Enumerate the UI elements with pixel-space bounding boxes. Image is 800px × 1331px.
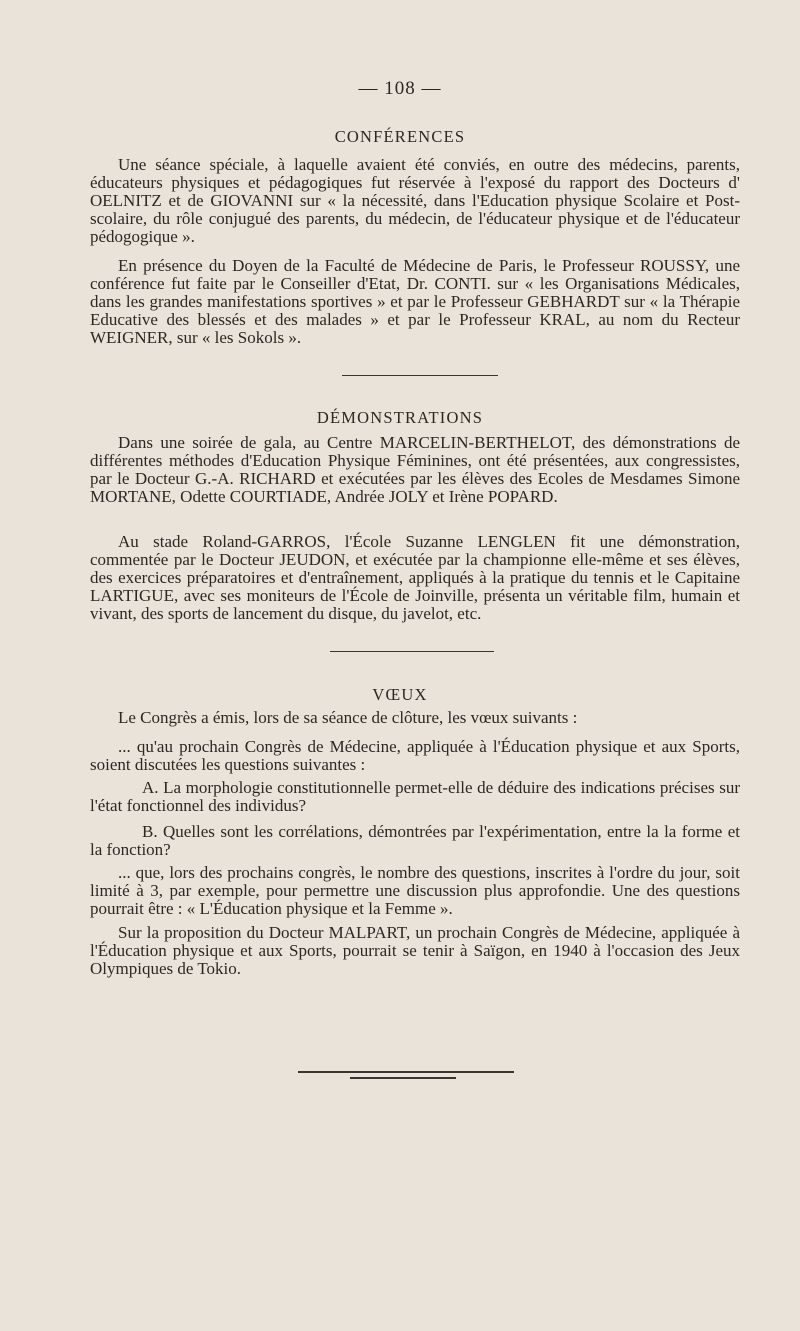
paragraph-conferences-2: En présence du Doyen de la Faculté de Médecine de Paris, le Professeur ROUSSY, une conférence fut faite par le Conseiller d'Etat, Dr. CONTI. sur « les Organisations Médicales, dans les grandes manifestations sportives » et par le Professeur GEBHARDT sur « la Thérapie Educative des blessés et des malades » et par le Professeur KRAL, au nom du Recteur WEIGNER, sur « les Sokols ». (90, 256, 740, 347)
section-divider (330, 651, 494, 652)
closing-rule-short (350, 1077, 456, 1079)
paragraph-voeux-question-a: A. La morphologie constitutionnelle permet-elle de déduire des indications précises sur l'état fonctionnel des individus? (90, 778, 740, 815)
section-title-conferences: CONFÉRENCES (334, 127, 466, 146)
section-title-demonstrations: DÉMONSTRATIONS (316, 408, 484, 427)
paragraph-voeux-1: ... qu'au prochain Congrès de Médecine, appliquée à l'Éducation physique et aux Sports, soient discutées les questions suivantes : (90, 737, 740, 774)
paragraph-voeux-2: ... que, lors des prochains congrès, le nombre des questions, inscrites à l'ordre du jour, soit limité à 3, par exemple, pour permettre une discussion plus approfondie. Une des questions pourrait être : « L'Éducation physique et la Femme ». (90, 863, 740, 918)
paragraph-demonstrations-1: Dans une soirée de gala, au Centre MARCELIN-BERTHELOT, des démonstrations de différentes méthodes d'Education Physique Féminines, ont été présentées, aux congressistes, par le Docteur G.-A. RICHARD et exécutées par les élèves des Ecoles de Mesdames Simone MORTANE, Odette COURTIADE, Andrée JOLY et Irène POPARD. (90, 433, 740, 506)
section-title-voeux: VŒUX (372, 685, 428, 704)
closing-rule-long (298, 1071, 514, 1073)
paragraph-voeux-3: Sur la proposition du Docteur MALPART, un prochain Congrès de Médecine, appliquée à l'Éducation physique et aux Sports, pourrait se tenir à Saïgon, en 1940 à l'occasion des Jeux Olympiques de Tokio. (90, 923, 740, 978)
paragraph-conferences-1: Une séance spéciale, à laquelle avaient été conviés, en outre des médecins, parents, éducateurs physiques et pédagogiques fut réservée à l'exposé du rapport des Docteurs d' OELNITZ et de GIOVANNI sur « la nécessité, dans l'Education physique Scolaire et Post-scolaire, du rôle conjugué des parents, du médecin, de l'éducateur physique et de l'éducateur pédogogique ». (90, 155, 740, 246)
page-number: — 108 — (358, 78, 442, 99)
section-divider (342, 375, 498, 376)
paragraph-voeux-question-b: B. Quelles sont les corrélations, démontrées par l'expérimentation, entre la la forme et la fonction? (90, 822, 740, 859)
paragraph-demonstrations-2: Au stade Roland-GARROS, l'École Suzanne LENGLEN fit une démonstration, commentée par le Docteur JEUDON, et exécutée par la championne elle-même et ses élèves, des exercices préparatoires et d'entraînement, appliqués à la pratique du tennis et le Capitaine LARTIGUE, avec ses moniteurs de l'École de Joinville, présenta un véritable film, humain et vivant, des sports de lancement du disque, du javelot, etc. (90, 532, 740, 623)
paragraph-voeux-intro: Le Congrès a émis, lors de sa séance de clôture, les vœux suivants : (118, 708, 578, 727)
